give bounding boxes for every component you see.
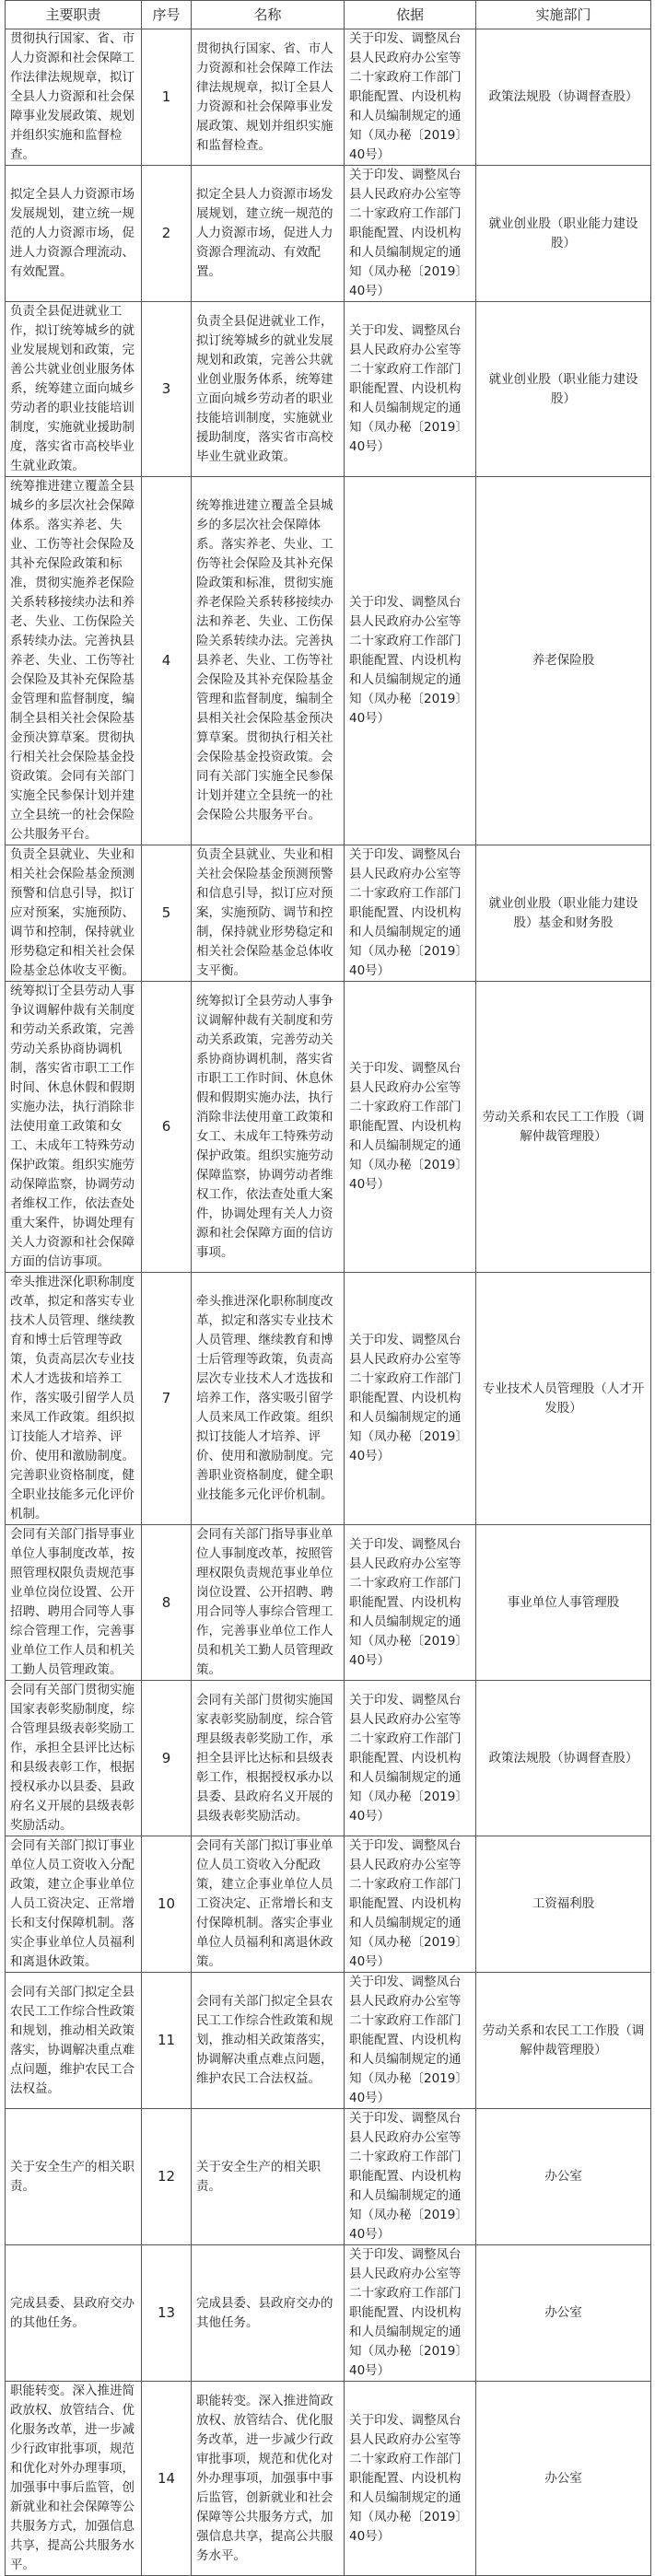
- cell-duty: 负责全县就业、失业和相关社会保险基金预测预警和信息引导，拟订应对预案，实施预防、调节和控制，保持就业形势稳定和相关社会保险基金总体收支平衡。: [6, 845, 142, 982]
- cell-duty: 牵头推进深化职称制度改革，拟定和落实专业技术人员管理、继续教育和博士后管理等政策，负责高层次专业技术人才选拔和培养工作，落实吸引留学人员来凤工作政策。组织拟订技能人才培养、评价、使用和激励制度。完善职业资格制度，健全职业技能多元化评价机制。: [6, 1273, 142, 1525]
- table-row: [6, 2382, 651, 2576]
- cell-name: 统筹拟订全县劳动人事争议调解仲裁有关制度和劳动关系政策，完善劳动关系协商协调机制，落实省市职工工作时间、休息休假和假期实施办法，执行消除非法使用童工政策和女工、未成年工特殊劳动保护政策。组织实施劳动保障监察，协调劳动者维权工作，依法查处重大案件，协调处理有关人力资源和社会保障方面的信访事项。: [192, 982, 345, 1273]
- cell-name: 牵头推进深化职称制度改革，拟定和落实专业技术人员管理、继续教育和博士后管理等政策，负责高层次专业技术人才选拔和培养工作，落实吸引留学人员来凤工作政策。组织拟订技能人才培养、评价、使用和激励制度。完善职业资格制度，健全职业技能多元化评价机制。: [192, 1273, 345, 1525]
- cell-no: 2: [142, 166, 192, 302]
- cell-no: 1: [142, 29, 192, 166]
- table-row: [6, 845, 651, 982]
- cell-basis: 关于印发、调整凤台县人民政府办公室等二十家政府工作部门职能配置、内设机构和人员编制规定的通知（凤办秘〔2019〕40号）: [345, 2382, 476, 2576]
- cell-no: 5: [142, 845, 192, 982]
- cell-duty: 会同有关部门拟定全县农民工工作综合性政策和规划，推动相关政策落实，协调解决重点难点问题，维护农民工合法权益。: [6, 1973, 142, 2109]
- table-row: [6, 982, 651, 1273]
- header-name: 名称: [192, 1, 345, 29]
- cell-basis: 关于印发、调整凤台县人民政府办公室等二十家政府工作部门职能配置、内设机构和人员编制规定的通知（凤办秘〔2019〕40号）: [345, 1525, 476, 1681]
- cell-no: 10: [142, 1836, 192, 1973]
- cell-duty: 会同有关部门指导事业单位人事制度改革，按照管理权限负责规范事业单位岗位设置、公开招聘、聘用合同等人事综合管理工作，完善事业单位工作人员和机关工勤人员管理政策。: [6, 1525, 142, 1681]
- cell-dept: 就业创业股（职业能力建设股）: [476, 166, 651, 302]
- cell-no: 3: [142, 302, 192, 477]
- header-row: [6, 1, 651, 29]
- cell-no: 11: [142, 1973, 192, 2109]
- cell-basis: 关于印发、调整凤台县人民政府办公室等二十家政府工作部门职能配置、内设机构和人员编制规定的通知（凤办秘〔2019〕40号）: [345, 477, 476, 845]
- table-row: [6, 302, 651, 477]
- cell-no: 14: [142, 2382, 192, 2576]
- cell-duty: 完成县委、县政府交办的其他任务。: [6, 2245, 142, 2382]
- table-row: [6, 2245, 651, 2382]
- cell-no: 8: [142, 1525, 192, 1681]
- cell-basis: 关于印发、调整凤台县人民政府办公室等二十家政府工作部门职能配置、内设机构和人员编制规定的通知（凤办秘〔2019〕40号）: [345, 1836, 476, 1973]
- cell-duty: 关于安全生产的相关职责。: [6, 2109, 142, 2245]
- cell-name: 负责全县就业、失业和相关社会保险基金预测预警和信息引导，拟订应对预案，实施预防、调节和控制，保持就业形势稳定和相关社会保险基金总体收支平衡。: [192, 845, 345, 982]
- cell-no: 4: [142, 477, 192, 845]
- cell-name: 职能转变。深入推进简政放权、放管结合、优化服务改革，进一步减少行政审批事项，规范和优化对外办理事项，加强事中事后监管，创新就业和社会保障等公共服务方式，加强信息共享，提高公共服务水平。: [192, 2382, 345, 2576]
- cell-name: 负责全县促进就业工作，拟订统筹城乡的就业发展规划和政策，完善公共就业创业服务体系，统筹建立面向城乡劳动者的职业技能培训制度，实施就业援助制度，落实省市高校毕业生就业政策。: [192, 302, 345, 477]
- table-row: [6, 1525, 651, 1681]
- cell-dept: 劳动关系和农民工工作股（调解仲裁管理股）: [476, 982, 651, 1273]
- cell-dept: 工资福利股: [476, 1836, 651, 1973]
- cell-basis: 关于印发、调整凤台县人民政府办公室等二十家政府工作部门职能配置、内设机构和人员编制规定的通知（凤办秘〔2019〕40号）: [345, 29, 476, 166]
- cell-dept: 养老保险股: [476, 477, 651, 845]
- cell-duty: 统筹推进建立覆盖全县城乡的多层次社会保障体系。落实养老、失业、工伤等社会保险及其补充保险政策和标准，贯彻实施养老保险关系转移接续办法和养老、失业、工伤保险关系转续办法。完善执县养老、失业、工伤等社会保险及其补充保险基金管理和监督制度，编制全县相关社会保险基金预决算草案。贯彻执行相关社会保险基金投资政策。会同有关部门实施全民参保计划并建立全县统一的社会保险公共服务平台。: [6, 477, 142, 845]
- cell-name: 完成县委、县政府交办的其他任务。: [192, 2245, 345, 2382]
- cell-name: 会同有关部门指导事业单位人事制度改革，按照管理权限负责规范事业单位岗位设置、公开招聘、聘用合同等人事综合管理工作，完善事业单位工作人员和机关工勤人员管理政策。: [192, 1525, 345, 1681]
- cell-basis: 关于印发、调整凤台县人民政府办公室等二十家政府工作部门职能配置、内设机构和人员编制规定的通知（凤办秘〔2019〕40号）: [345, 1973, 476, 2109]
- cell-basis: 关于印发、调整凤台县人民政府办公室等二十家政府工作部门职能配置、内设机构和人员编制规定的通知（凤办秘〔2019〕40号）: [345, 982, 476, 1273]
- cell-basis: 关于印发、调整凤台县人民政府办公室等二十家政府工作部门职能配置、内设机构和人员编制规定的通知（凤办秘〔2019〕40号）: [345, 1681, 476, 1836]
- cell-basis: 关于印发、调整凤台县人民政府办公室等二十家政府工作部门职能配置、内设机构和人员编制规定的通知（凤办秘〔2019〕40号）: [345, 2245, 476, 2382]
- cell-basis: 关于印发、调整凤台县人民政府办公室等二十家政府工作部门职能配置、内设机构和人员编制规定的通知（凤办秘〔2019〕40号）: [345, 302, 476, 477]
- cell-duty: 拟定全县人力资源市场发展规划，建立统一规范的人力资源市场，促进人力资源合理流动、有效配置。: [6, 166, 142, 302]
- cell-name: 会同有关部门拟订事业单位人员工资收入分配政策，建立企事业单位人员工资决定、正常增长和支付保障机制。落实企事业单位人员福利和离退休政策。: [192, 1836, 345, 1973]
- cell-no: 12: [142, 2109, 192, 2245]
- cell-name: 关于安全生产的相关职责。: [192, 2109, 345, 2245]
- table-row: [6, 166, 651, 302]
- cell-duty: 会同有关部门贯彻实施国家表彰奖励制度，综合管理县级表彰奖励工作，承担全县评比达标和县级表彰工作，根据授权承办以县委、县政府名义开展的县级表彰奖励活动。: [6, 1681, 142, 1836]
- duties-table: [5, 0, 651, 2576]
- header-no: 序号: [142, 1, 192, 29]
- cell-basis: 关于印发、调整凤台县人民政府办公室等二十家政府工作部门职能配置、内设机构和人员编制规定的通知（凤办秘〔2019〕40号）: [345, 1273, 476, 1525]
- cell-dept: 事业单位人事管理股: [476, 1525, 651, 1681]
- cell-name: 统筹推进建立覆盖全县城乡的多层次社会保障体系。落实养老、失业、工伤等社会保险及其补充保险政策和标准，贯彻实施养老保险关系转移接续办法和养老、失业、工伤保险关系转续办法。完善执县养老、失业、工伤等社会保险及其补充保险基金管理和监督制度，编制全县相关社会保险基金预决算草案。贯彻执行相关社会保险基金投资政策。会同有关部门实施全民参保计划并建立全县统一的社会保险公共服务平台。: [192, 477, 345, 845]
- cell-duty: 职能转变。深入推进简政放权、放管结合、优化服务改革，进一步减少行政审批事项，规范和优化对外办理事项，加强事中事后监管，创新就业和社会保障等公共服务方式，加强信息共享，提高公共服务水平。: [6, 2382, 142, 2576]
- cell-no: 7: [142, 1273, 192, 1525]
- cell-duty: 统筹拟订全县劳动人事争议调解仲裁有关制度和劳动关系政策，完善劳动关系协商协调机制，落实省市职工工作时间、休息休假和假期实施办法，执行消除非法使用童工政策和女工、未成年工特殊劳动保护政策。组织实施劳动保障监察，协调劳动者维权工作，依法查处重大案件，协调处理有关人力资源和社会保障方面的信访事项。: [6, 982, 142, 1273]
- header-dept: 实施部门: [476, 1, 651, 29]
- table-row: [6, 1836, 651, 1973]
- table-row: [6, 2109, 651, 2245]
- cell-dept: 就业创业股（职业能力建设股）基金和财务股: [476, 845, 651, 982]
- cell-name: 会同有关部门贯彻实施国家表彰奖励制度，综合管理县级表彰奖励工作，承担全县评比达标和县级表彰工作，根据授权承办以县委、县政府名义开展的县级表彰奖励活动。: [192, 1681, 345, 1836]
- cell-basis: 关于印发、调整凤台县人民政府办公室等二十家政府工作部门职能配置、内设机构和人员编制规定的通知（凤办秘〔2019〕40号）: [345, 166, 476, 302]
- cell-basis: 关于印发、调整凤台县人民政府办公室等二十家政府工作部门职能配置、内设机构和人员编制规定的通知（凤办秘〔2019〕40号）: [345, 2109, 476, 2245]
- cell-basis: 关于印发、调整凤台县人民政府办公室等二十家政府工作部门职能配置、内设机构和人员编制规定的通知（凤办秘〔2019〕40号）: [345, 845, 476, 982]
- cell-dept: 劳动关系和农民工工作股（调解仲裁管理股）: [476, 1973, 651, 2109]
- table-row: [6, 29, 651, 166]
- table-row: [6, 1681, 651, 1836]
- cell-duty: 负责全县促进就业工作，拟订统筹城乡的就业发展规划和政策，完善公共就业创业服务体系，统筹建立面向城乡劳动者的职业技能培训制度，实施就业援助制度，落实省市高校毕业生就业政策。: [6, 302, 142, 477]
- cell-duty: 会同有关部门拟订事业单位人员工资收入分配政策，建立企事业单位人员工资决定、正常增长和支付保障机制。落实企事业单位人员福利和离退休政策。: [6, 1836, 142, 1973]
- cell-dept: 办公室: [476, 2245, 651, 2382]
- cell-dept: 办公室: [476, 2382, 651, 2576]
- cell-name: 会同有关部门拟定全县农民工工作综合性政策和规划，推动相关政策落实，协调解决重点难点问题，维护农民工合法权益。: [192, 1973, 345, 2109]
- cell-no: 13: [142, 2245, 192, 2382]
- table-row: [6, 1273, 651, 1525]
- table-row: [6, 477, 651, 845]
- cell-no: 6: [142, 982, 192, 1273]
- cell-duty: 贯彻执行国家、省、市人力资源和社会保障工作法律法规规章，拟订全县人力资源和社会保障事业发展政策、规划并组织实施和监督检查。: [6, 29, 142, 166]
- cell-dept: 办公室: [476, 2109, 651, 2245]
- cell-no: 9: [142, 1681, 192, 1836]
- cell-dept: 政策法规股（协调督查股）: [476, 1681, 651, 1836]
- cell-dept: 专业技术人员管理股（人才开发股）: [476, 1273, 651, 1525]
- header-basis: 依据: [345, 1, 476, 29]
- table-row: [6, 1973, 651, 2109]
- header-duty: 主要职责: [6, 1, 142, 29]
- cell-dept: 政策法规股（协调督查股）: [476, 29, 651, 166]
- cell-name: 拟定全县人力资源市场发展规划，建立统一规范的人力资源市场，促进人力资源合理流动、有效配置。: [192, 166, 345, 302]
- cell-name: 贯彻执行国家、省、市人力资源和社会保障工作法律法规规章，拟订全县人力资源和社会保障事业发展政策、规划并组织实施和监督检查。: [192, 29, 345, 166]
- cell-dept: 就业创业股（职业能力建设股）: [476, 302, 651, 477]
